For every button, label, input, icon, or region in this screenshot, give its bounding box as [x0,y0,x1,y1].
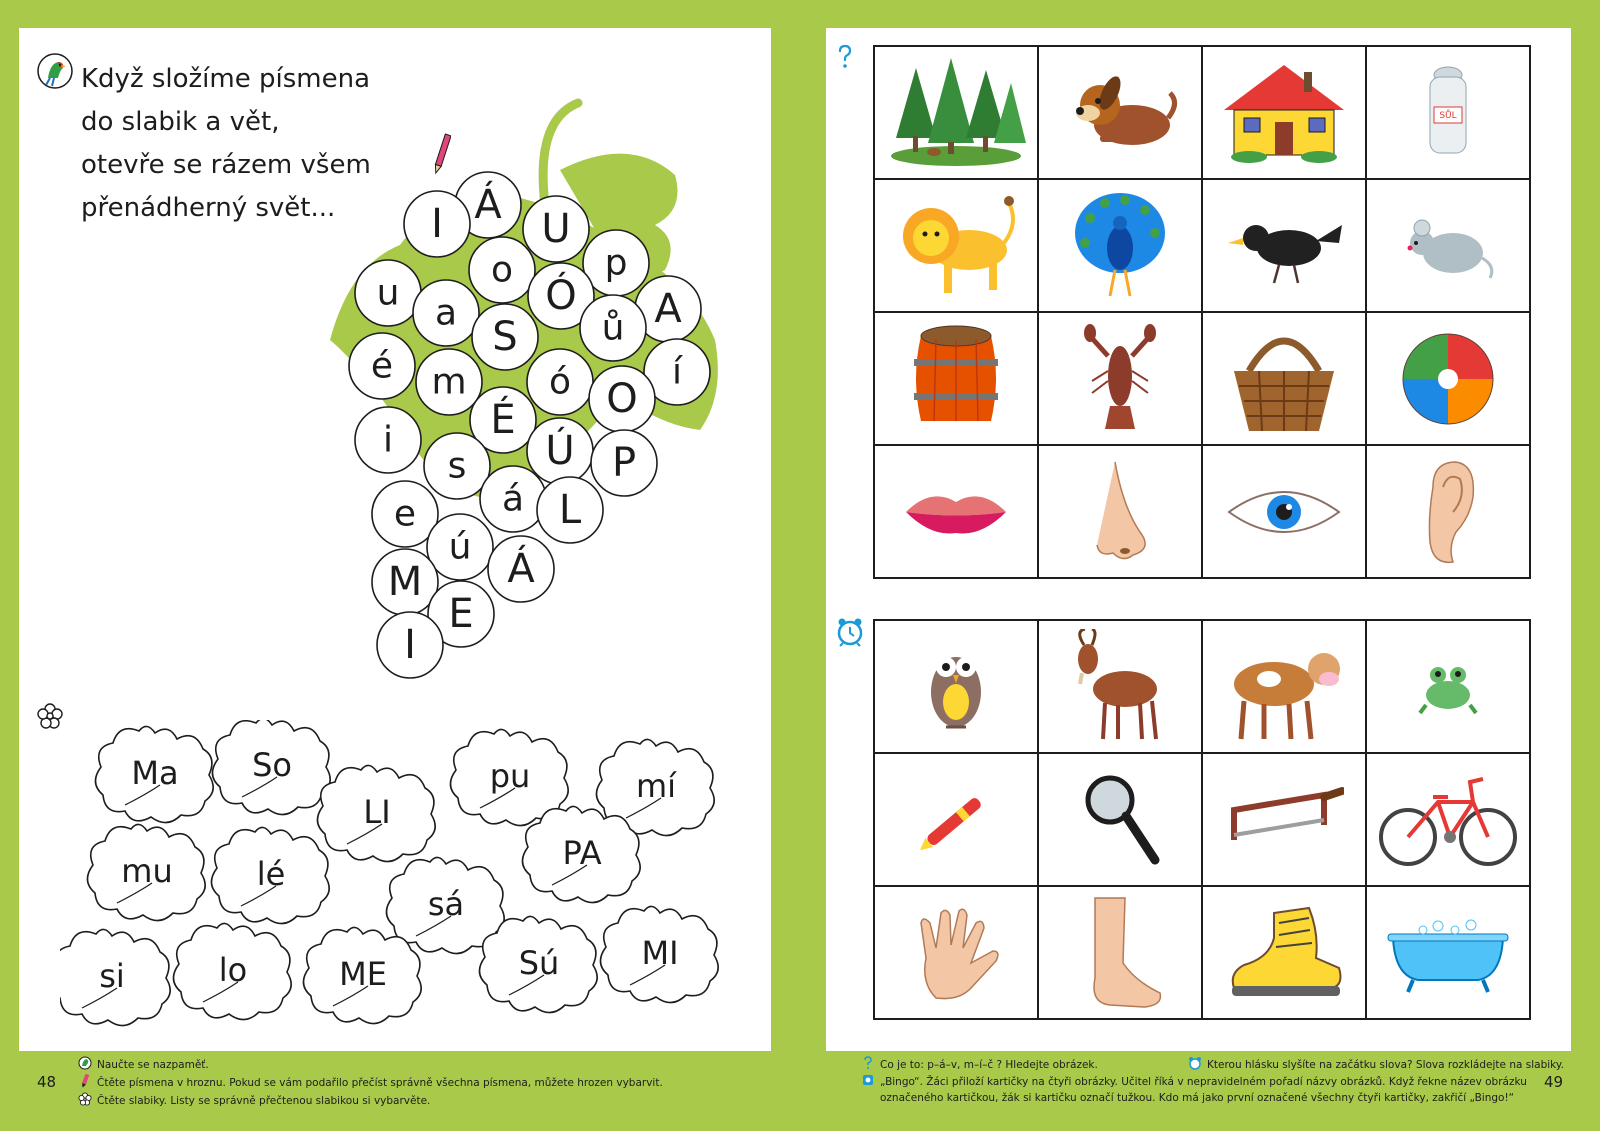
bathtub-picture [1366,886,1530,1019]
barrel-picture [874,312,1038,445]
grape-letter: Á [507,546,535,592]
footnote-question [861,1056,1098,1074]
syllable-leaf [95,726,213,822]
grape-letter: Ó [545,273,577,319]
footnote-text: Kterou hlásku slyšíte na začátku slova? Slova rozkládejte na slabiky. [1207,1059,1564,1071]
footnote-text: Čtěte slabiky. Listy se správně přečtenou slabikou si vybarvěte. [97,1095,431,1107]
syllable-text: PA [562,834,602,872]
poem-line: do slabik a vět, [81,107,280,137]
picture-grid-top [873,45,1531,579]
syllable-text: mí [635,767,677,805]
fountain-pen-picture [874,753,1038,886]
magnifier-picture [1038,753,1202,886]
footnote-text: Čtěte písmena v hroznu. Pokud se vám podařilo přečíst správně všechna písmena, můžete hrozen vybarvit. [97,1077,663,1089]
parrot-icon [36,52,74,90]
blackbird-picture [1202,179,1366,312]
poem-line: otevře se rázem všem [81,150,371,180]
syllable-leaf [211,827,329,923]
nose-picture [1038,445,1202,578]
syllable-text: Ma [131,754,179,792]
question-icon [861,1056,875,1070]
syllable-leaf [60,929,170,1025]
picture-grid-bottom [873,619,1531,1020]
syllable-leaf [522,806,640,902]
syllable-text: LI [363,793,391,831]
ball-picture [1366,312,1530,445]
syllable-text: MI [641,934,679,972]
grape-letter: é [370,345,394,387]
footnote [78,1092,663,1110]
grape-letter: p [604,242,628,284]
dog-picture [1038,46,1202,179]
grape-letter: É [490,397,516,443]
grape-letter: u [376,272,400,314]
syllable-leaf [479,916,597,1012]
salt-shaker-picture [1366,46,1530,179]
grape-letter: ú [448,526,472,568]
syllable-leaf [317,765,435,861]
footnote-bingo-continued [880,1090,1514,1107]
footnote-text: „Bingo“. Žáci přiloží kartičky na čtyři obrázky. Učitel říká v nepravidelném pořadí názvy obrázků. Když řekne název obrázku [880,1076,1527,1088]
calf-picture [1202,620,1366,753]
footnote-text: označeného kartičkou, žák si kartičku označí tužkou. Kdo má jako první označené všechny čtyři kartičky, zakřičí „Bingo!“ [880,1092,1515,1104]
footnote [78,1074,663,1092]
syllable-leaf [303,927,421,1023]
footnote-clock [1188,1056,1564,1074]
frog-picture [1366,620,1530,753]
page-number-left: 48 [37,1073,57,1091]
pencil-icon [78,1074,92,1088]
alarm-clock-icon [1188,1056,1202,1070]
grape-letter: O [606,376,638,422]
hand-picture [874,886,1038,1019]
goat-picture [1038,620,1202,753]
grape-letter: o [490,249,514,291]
syllable-text: mu [121,852,173,890]
ear-picture [1366,445,1530,578]
mouse-picture [1366,179,1530,312]
syllable-leaf [600,906,718,1002]
grape-letter: ó [548,361,572,403]
syllable-text: lo [218,951,248,989]
grape-letter: i [382,419,394,461]
grape-letter: M [387,559,423,605]
grape-letter: E [448,591,474,637]
peacock-picture [1038,179,1202,312]
footnote-bingo [861,1073,1527,1091]
syllable-text: pu [489,757,531,795]
syllable-text: So [252,746,292,784]
grape-letter: m [431,361,467,403]
saw-picture [1202,753,1366,886]
syllable-text: lé [256,855,286,893]
syllable-leaf [87,824,205,920]
grape-letter: á [501,478,525,520]
alarm-clock-icon [836,617,864,647]
basket-picture [1202,312,1366,445]
poem-line: Když složíme písmena [81,64,370,94]
grape-letter: Ú [545,428,575,474]
grape-letter: P [611,440,637,486]
lips-picture [874,445,1038,578]
page-number-right: 49 [1544,1073,1564,1091]
grape-cluster [320,95,740,700]
grape-letter: a [434,292,458,334]
grape-letter: L [558,487,582,533]
trees-picture [874,46,1038,179]
syllable-text: sá [427,885,465,923]
eye-picture [1202,445,1366,578]
footnote-text: Naučte se nazpaměť. [97,1059,209,1071]
house-picture [1202,46,1366,179]
syllable-text: si [99,957,125,995]
syllable-leaves [60,720,760,1050]
syllable-text: ME [339,955,387,993]
lion-picture [874,179,1038,312]
grape-letter: U [541,206,571,252]
grape-letter: í [671,351,683,393]
grape-letter: A [654,286,682,332]
salt-label: SŮL [1439,110,1457,121]
shoe-picture [1202,886,1366,1019]
syllable-text: Sú [518,944,560,982]
grape-letter: Á [474,182,502,228]
bingo-icon [861,1073,875,1087]
question-icon [837,44,853,70]
footnote-text: Co je to: p–á–v, m–í–č ? Hledejte obrázek. [880,1059,1098,1071]
footnotes-left [78,1056,663,1110]
grape-letter: I [404,622,416,668]
owl-picture [874,620,1038,753]
grape-letter: s [447,445,467,487]
footnote [78,1056,663,1074]
crayfish-picture [1038,312,1202,445]
syllable-leaf [173,923,291,1019]
parrot-icon [78,1056,92,1070]
grape-letter: ů [601,307,625,349]
grape-letter: I [431,201,443,247]
bicycle-picture [1366,753,1530,886]
foot-picture [1038,886,1202,1019]
grape-letter: e [393,493,417,535]
flower-icon [78,1092,92,1106]
poem-line: přenádherný svět... [81,193,336,223]
grape-letter: S [492,314,518,360]
syllable-leaf [212,720,330,815]
